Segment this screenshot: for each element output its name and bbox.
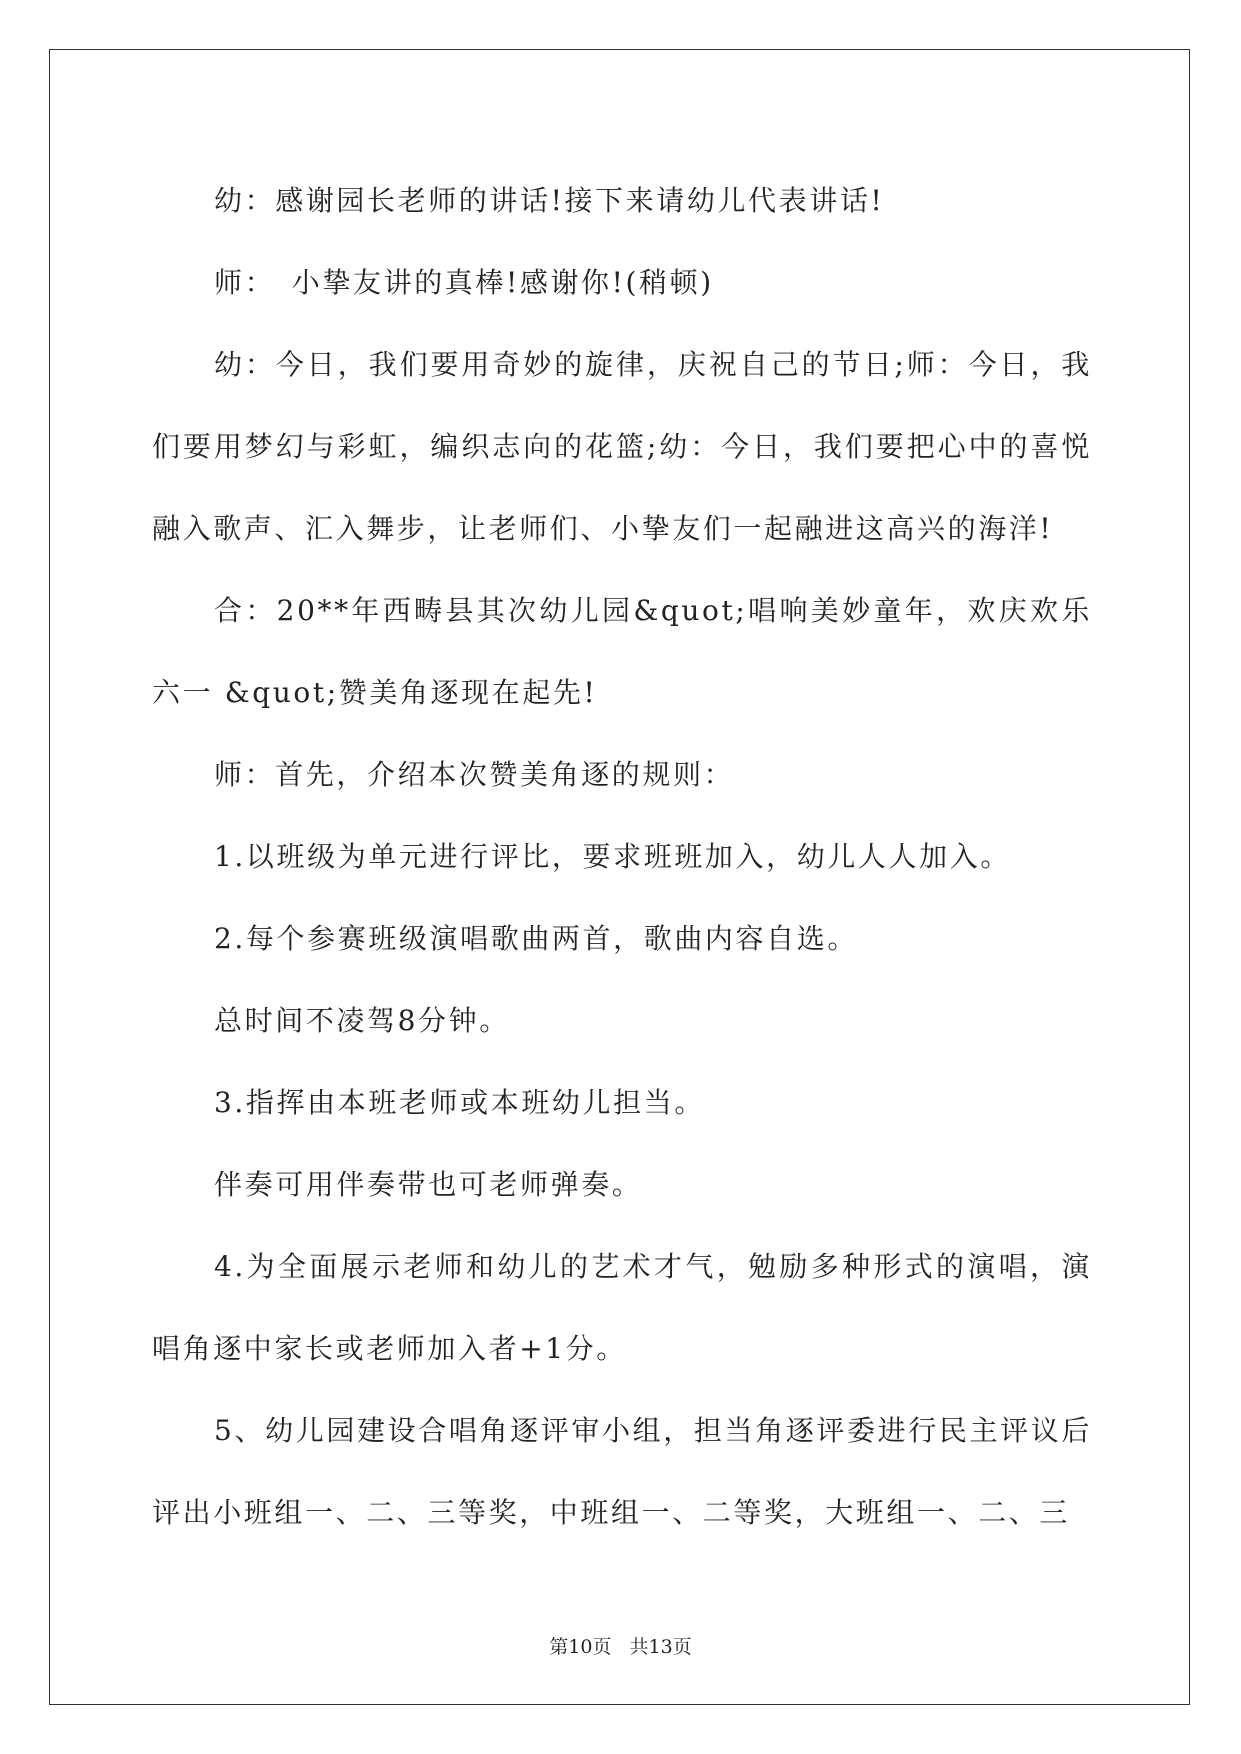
document-body <box>152 160 1092 1554</box>
paragraph-11: 4.为全面展示老师和幼儿的艺术才气，勉励多种形式的演唱，演唱角逐中家长或老师加入者+1分。 <box>152 1250 1092 1365</box>
paragraph-3: 幼：今日，我们要用奇妙的旋律，庆祝自己的节日;师：今日，我们要用梦幻与彩虹，编织志向的花篮;幼：今日，我们要把心中的喜悦融入歌声、汇入舞步，让老师们、小挚友们一起融进这高兴的海洋! <box>152 348 1092 545</box>
paragraph-2: 师： 小挚友讲的真棒!感谢你!(稍顿) <box>214 266 714 299</box>
paragraph-4: 合：20**年西畴县其次幼儿园&quot;唱响美妙童年，欢庆欢乐六一 &quot;赞美角逐现在起先! <box>152 594 1092 709</box>
paragraph-6: 1.以班级为单元进行评比，要求班班加入，幼儿人人加入。 <box>214 840 1011 873</box>
paragraph-10: 伴奏可用伴奏带也可老师弹奏。 <box>214 1168 643 1201</box>
paragraph-5: 师：首先，介绍本次赞美角逐的规则： <box>214 758 735 791</box>
paragraph-12: 5、幼儿园建设合唱角逐评审小组，担当角逐评委进行民主评议后评出小班组一、二、三等奖，中班组一、二等奖，大班组一、二、三 <box>152 1414 1092 1529</box>
page-footer <box>0 1632 1241 1659</box>
paragraph-1: 幼：感谢园长老师的讲话!接下来请幼儿代表讲话! <box>214 184 885 217</box>
paragraph-8: 总时间不凌驾8分钟。 <box>214 1004 510 1037</box>
page-total: 共13页 <box>629 1636 692 1658</box>
paragraph-7: 2.每个参赛班级演唱歌曲两首，歌曲内容自选。 <box>214 922 858 955</box>
paragraph-9: 3.指挥由本班老师或本班幼儿担当。 <box>214 1086 705 1119</box>
page-number: 第10页 <box>549 1636 612 1658</box>
